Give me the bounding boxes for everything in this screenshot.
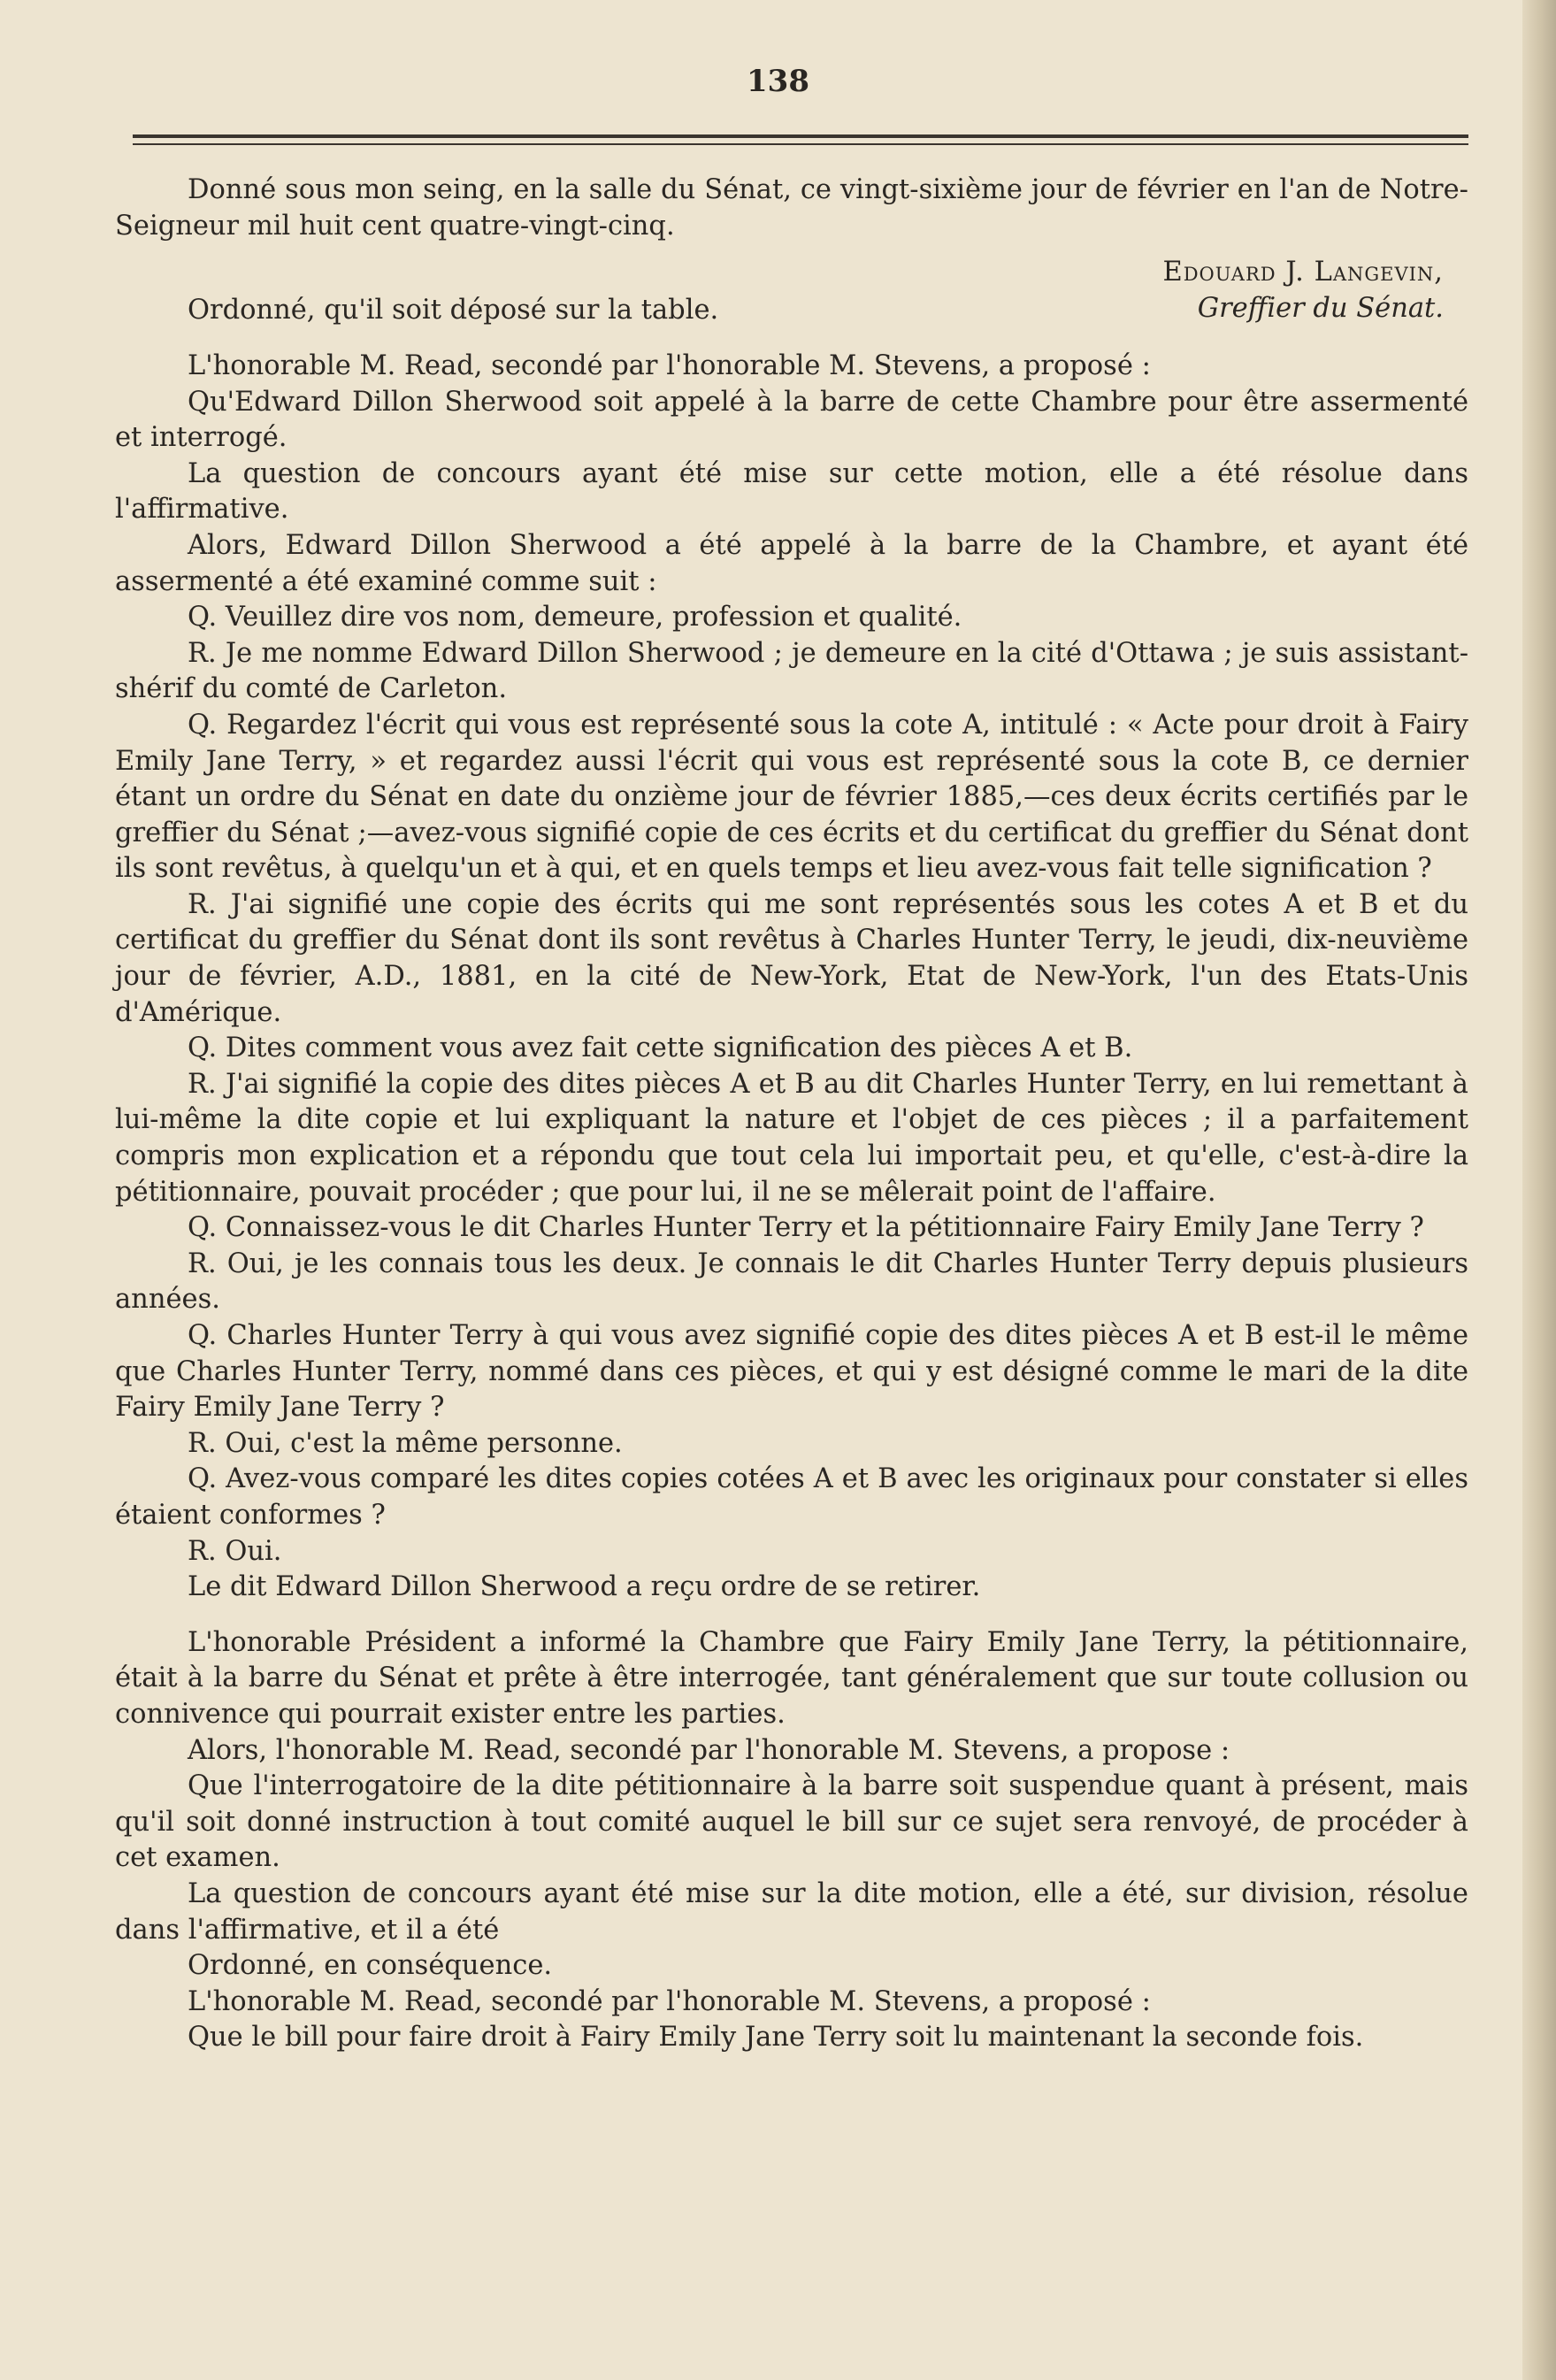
- paragraph-ordonne-consequence: Ordonné, en conséquence.: [188, 1950, 553, 1982]
- signature-title: Greffier du Sénat.: [1197, 292, 1444, 324]
- paragraph-retirer: Le dit Edward Dillon Sherwood a reçu ordre de se retirer.: [188, 1571, 981, 1603]
- answer-2: R. J'ai signifié une copie des écrits qui me sont représentés sous les cotes A et B et du certificat du greffier du Sénat dont ils sont revêtus à Charles Hunter Terry, le jeudi, dix-neuvième jour de février, A.D., 1881, en la cité de New-York, Etat de New-York, l'un des Etats-Unis d'Amérique.: [115, 888, 1468, 1028]
- paragraph-president-informe: L'honorable Président a informé la Chambre que Fairy Emily Jane Terry, la pétitionnaire, était à la barre du Sénat et prête à être interrogée, tant généralement que sur toute collusion ou connivence qui pourrait exister entre les parties.: [115, 1626, 1468, 1730]
- answer-5: R. Oui, c'est la même personne.: [188, 1427, 623, 1459]
- header-rule-thick: [133, 134, 1468, 138]
- answer-1: R. Je me nomme Edward Dillon Sherwood ; je demeure en la cité d'Ottawa ; je suis assistant-shérif du comté de Carleton.: [115, 637, 1468, 705]
- paragraph-question-concours: La question de concours ayant été mise sur cette motion, elle a été résolue dans l'affirmative.: [115, 457, 1468, 526]
- paragraph-motion-read-3: L'honorable M. Read, secondé par l'honorable M. Stevens, a proposé :: [188, 1985, 1151, 2017]
- question-5: Q. Charles Hunter Terry à qui vous avez signifié copie des dites pièces A et B est-il le même que Charles Hunter Terry, nommé dans ces pièces, et qui y est désigné comme le mari de la dite Fairy Emily Jane Terry ?: [115, 1320, 1468, 1424]
- page-edge-shadow: [1522, 0, 1556, 2380]
- intro-paragraph: Donné sous mon seing, en la salle du Sénat, ce vingt-sixième jour de février en l'an de Notre-Seigneur mil huit cent quatre-vingt-cinq.: [115, 174, 1468, 242]
- signature-name: Edouard J. Langevin,: [1162, 257, 1444, 288]
- question-3: Q. Dites comment vous avez fait cette signification des pièces A et B.: [188, 1033, 1133, 1064]
- question-1: Q. Veuillez dire vos nom, demeure, profession et qualité.: [188, 602, 962, 633]
- paragraph-ordonne-depose: Ordonné, qu'il soit déposé sur la table.: [188, 295, 719, 326]
- paragraph-sherwood-appele: Alors, Edward Dillon Sherwood a été appelé à la barre de la Chambre, et ayant été assermenté a été examiné comme suit :: [115, 529, 1468, 597]
- paragraph-seconde-lecture: Que le bill pour faire droit à Fairy Emily Jane Terry soit lu maintenant la seconde fois.: [188, 2022, 1364, 2054]
- page-number: 138: [747, 64, 809, 99]
- question-4: Q. Connaissez-vous le dit Charles Hunter Terry et la pétitionnaire Fairy Emily Jane Terry ?: [188, 1212, 1424, 1244]
- paragraph-question-division: La question de concours ayant été mise sur la dite motion, elle a été, sur division, résolue dans l'affirmative, et il a été: [115, 1877, 1468, 1946]
- paragraph-motion-read-2: Alors, l'honorable M. Read, secondé par l'honorable M. Stevens, a propose :: [188, 1734, 1230, 1766]
- answer-3: R. J'ai signifié la copie des dites pièces A et B au dit Charles Hunter Terry, en lui remettant à lui-même la dite copie et lui expliquant la nature et l'objet de ces pièces ; il a parfaitement compris mon explication et a répondu que tout cela lui importait peu, et qu'elle, c'est-à-dire la pétitionnaire, pouvait procéder ; que pour lui, il ne se mêlerait point de l'affaire.: [115, 1068, 1468, 1208]
- question-6: Q. Avez-vous comparé les dites copies cotées A et B avec les originaux pour constater si elles étaient conformes ?: [115, 1463, 1468, 1531]
- header-rule-thin: [133, 143, 1468, 145]
- paragraph-interrogatoire: Que l'interrogatoire de la dite pétitionnaire à la barre soit suspendue quant à présent, mais qu'il soit donné instruction à tout comité auquel le bill sur ce sujet sera renvoyé, de procéder à cet examen.: [115, 1770, 1468, 1874]
- page-body: [115, 173, 1468, 2056]
- answer-6: R. Oui.: [188, 1535, 282, 1567]
- answer-4: R. Oui, je les connais tous les deux. Je connais le dit Charles Hunter Terry depuis plusieurs années.: [115, 1248, 1468, 1316]
- question-2: Q. Regardez l'écrit qui vous est représenté sous la cote A, intitulé : « Acte pour droit à Fairy Emily Jane Terry, » et regardez aussi l'écrit qui vous est représenté sous la cote B, ce dernier étant un ordre du Sénat en date du onzième jour de février 1885,—ces deux écrits certifiés par le greffier du Sénat ;—avez-vous signifié copie de ces écrits et du certificat du greffier du Sénat dont ils sont revêtus, à quelqu'un et à qui, et en quels temps et lieu avez-vous fait telle signification ?: [115, 709, 1468, 885]
- paragraph-motion-read: L'honorable M. Read, secondé par l'honorable M. Stevens, a proposé :: [188, 349, 1151, 381]
- paragraph-motion-text: Qu'Edward Dillon Sherwood soit appelé à la barre de cette Chambre pour être assermenté et interrogé.: [115, 386, 1468, 454]
